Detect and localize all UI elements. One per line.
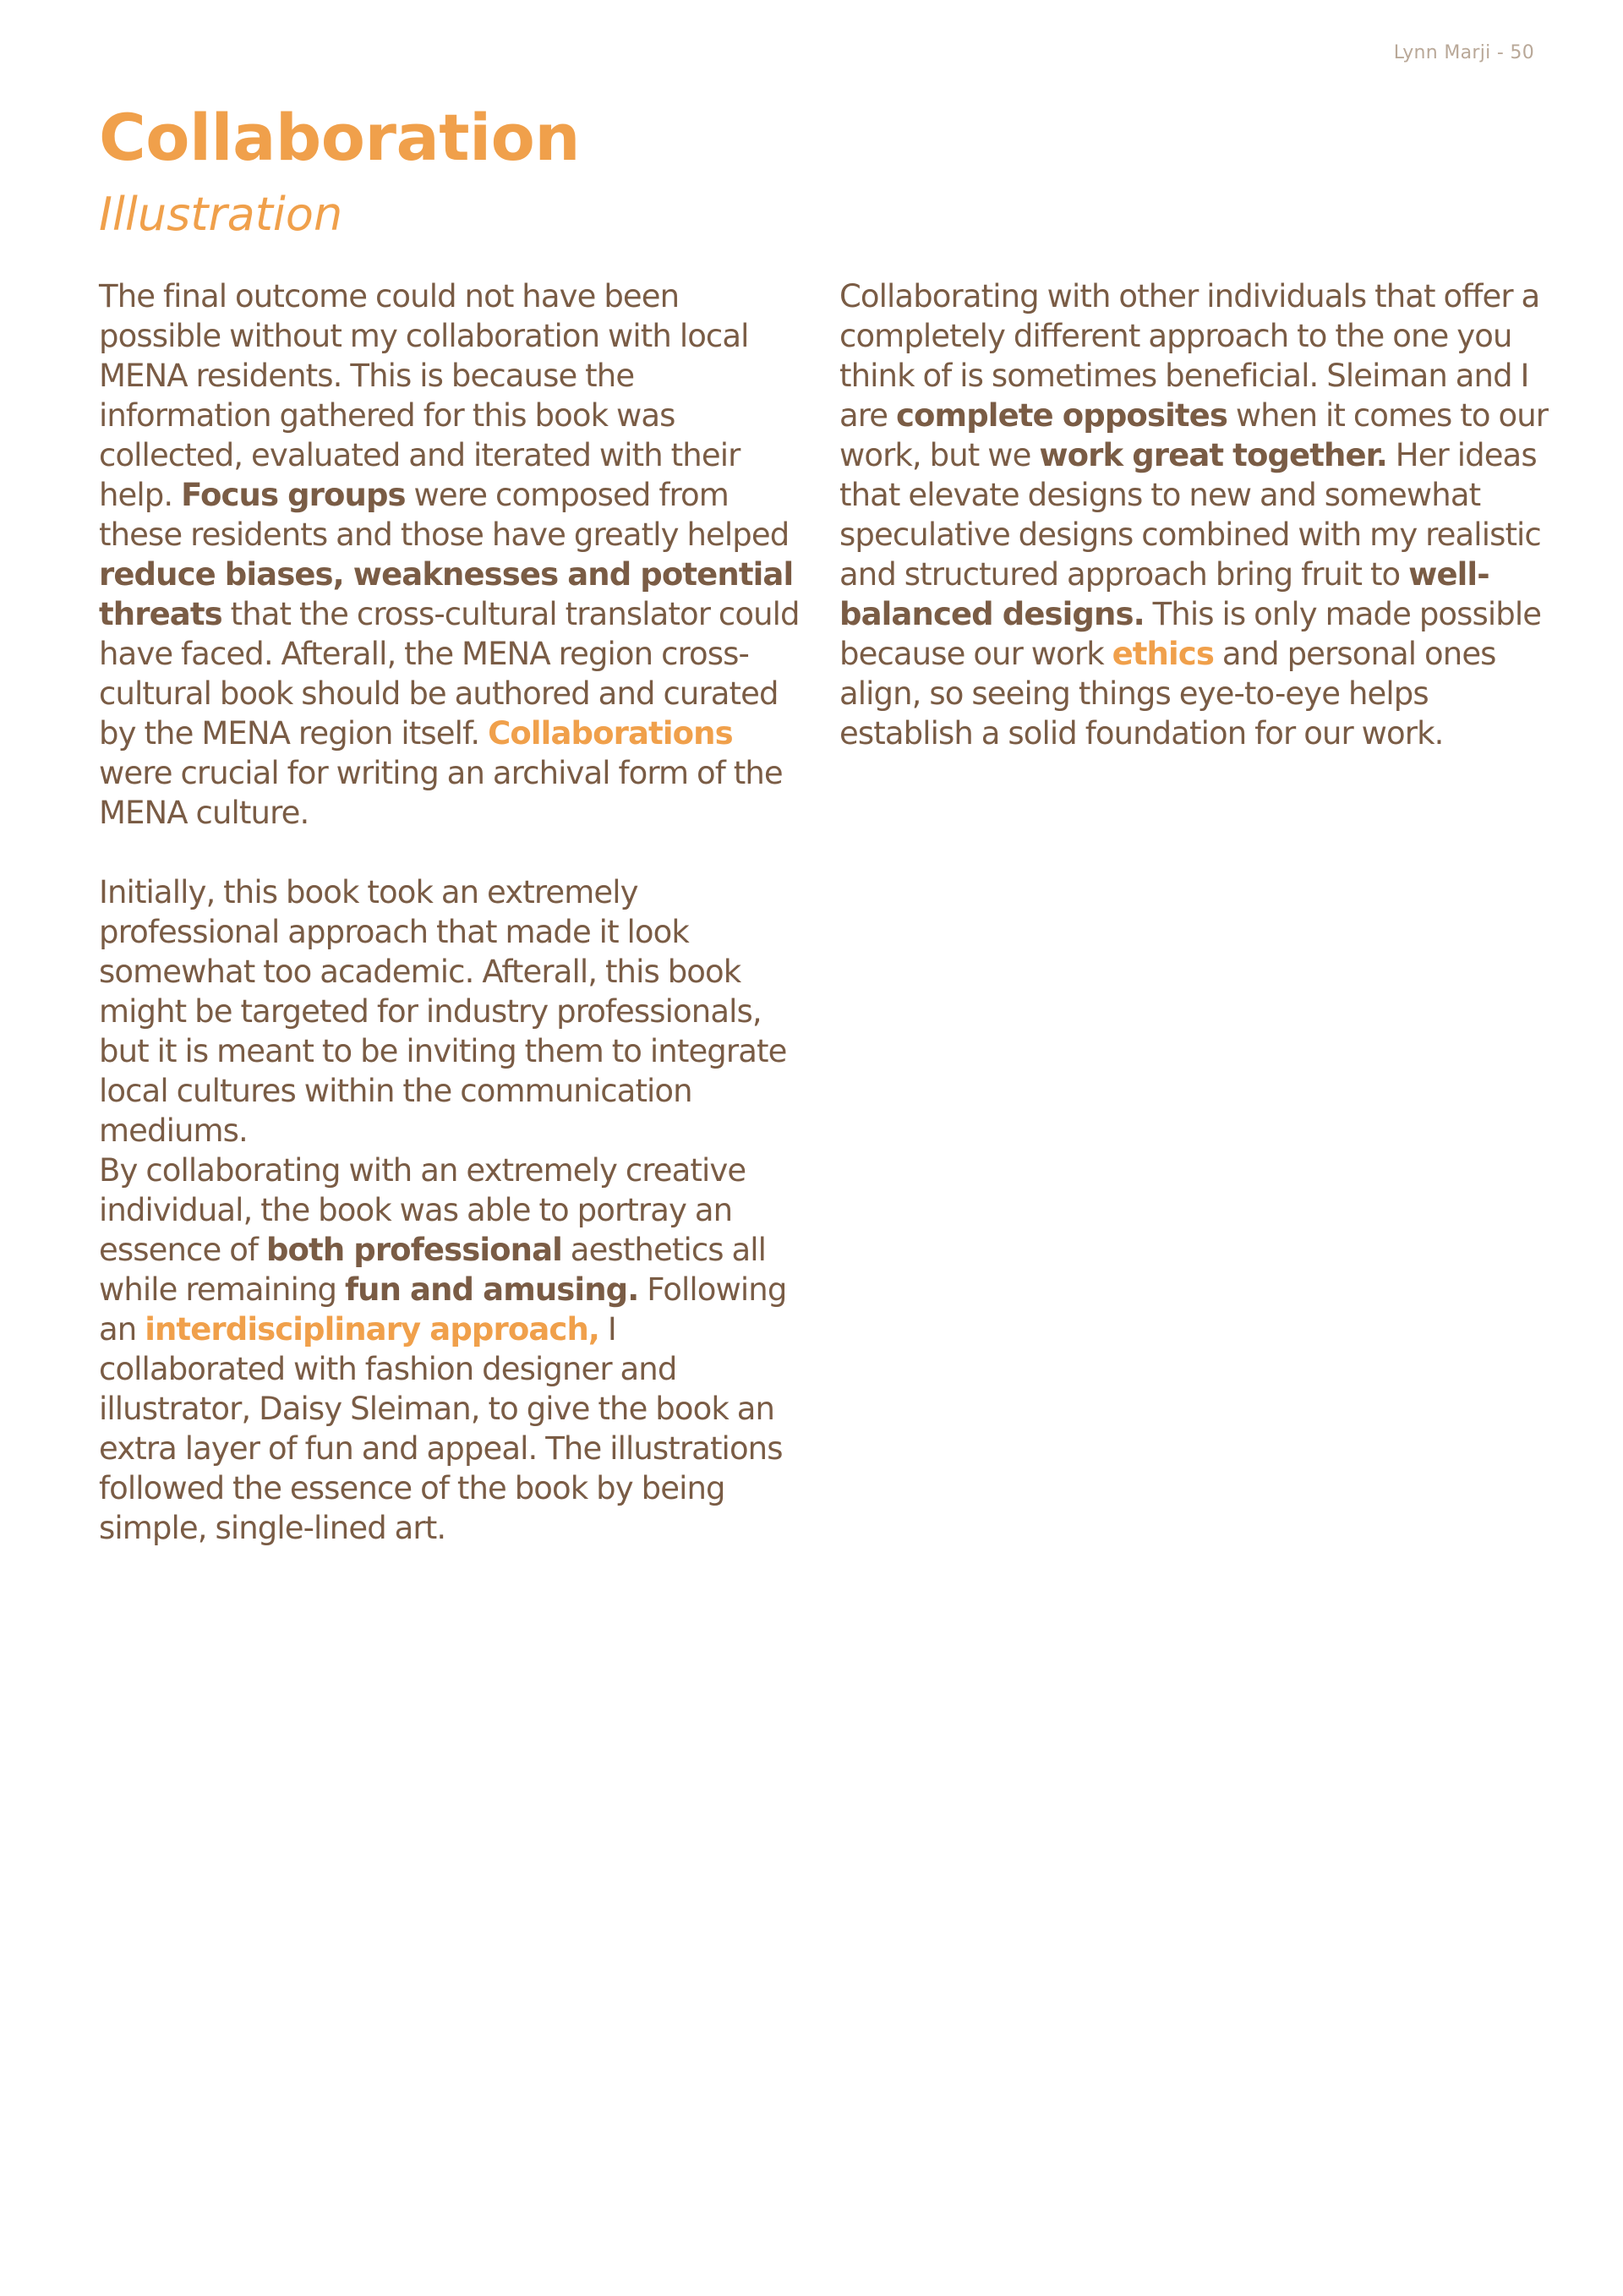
- text-run: when it comes to our work, but we: [839, 397, 1549, 473]
- highlight-well-balanced-designs: well-balanced designs.: [839, 556, 1489, 632]
- text-run: Following an: [99, 1271, 787, 1348]
- highlight-fun-and-amusing: fun and amusing.: [344, 1271, 639, 1308]
- text-run: The final outcome could not have been possible without my collaboration with local MENA residents. This is because the information gathered for this book was collected, evaluated and iterated with their help.: [99, 278, 749, 513]
- paragraph-professional-approach: [99, 872, 809, 1151]
- paragraph-opposites: [839, 276, 1558, 753]
- highlight-interdisciplinary-approach: interdisciplinary approach,: [145, 1311, 600, 1348]
- text-run: were crucial for writing an archival form of the MENA culture.: [99, 755, 783, 831]
- highlight-complete-opposites: complete opposites: [896, 397, 1227, 434]
- paragraph-creative-collaboration: [99, 1151, 809, 1548]
- highlight-work-great-together: work great together.: [1039, 437, 1387, 473]
- text-run: By collaborating with an extremely creative individual, the book was able to portray an essence of: [99, 1152, 746, 1268]
- text-run: Collaborating with other individuals that offer a completely different approach to the one you think of is sometimes beneficial. Sleiman and I are: [839, 278, 1540, 434]
- page-title: Collaboration: [99, 100, 580, 175]
- left-column: [99, 276, 809, 1548]
- highlight-focus-groups: Focus groups: [181, 477, 406, 513]
- text-run: that the cross-cultural translator could have faced. Afterall, the MENA region cross-cultural book should be authored and curated by the MENA region itself.: [99, 596, 800, 752]
- right-column: [839, 276, 1558, 753]
- highlight-collaborations: Collaborations: [488, 715, 733, 752]
- text-run: Her ideas that elevate designs to new and somewhat speculative designs combined with my realistic and structured approach bring fruit to: [839, 437, 1541, 593]
- highlight-reduce-biases: reduce biases, weaknesses and potential threats: [99, 556, 794, 632]
- paragraph-focus-groups: [99, 276, 809, 833]
- text-run: This is only made possible because our work: [839, 596, 1542, 672]
- text-run: aesthetics all while remaining: [99, 1232, 767, 1308]
- text-run: Initially, this book took an extremely professional approach that made it look somewhat too academic. Afterall, this book might be targeted for industry professionals, but it is meant to be inviting them to integrate local cultures within the communication mediums.: [99, 874, 787, 1149]
- page-number: Lynn Marji - 50: [1393, 42, 1534, 63]
- highlight-both-professional: both professional: [265, 1232, 562, 1268]
- text-run: I collaborated with fashion designer and illustrator, Daisy Sleiman, to give the book an extra layer of fun and appeal. The illustrations followed the essence of the book by being simple, single-lined art.: [99, 1311, 783, 1546]
- page-subtitle: Illustration: [99, 188, 343, 241]
- highlight-ethics: ethics: [1112, 636, 1214, 672]
- text-run: and personal ones align, so seeing things eye-to-eye helps establish a solid foundation for our work.: [839, 636, 1496, 752]
- text-run: were composed from these residents and those have greatly helped: [99, 477, 790, 553]
